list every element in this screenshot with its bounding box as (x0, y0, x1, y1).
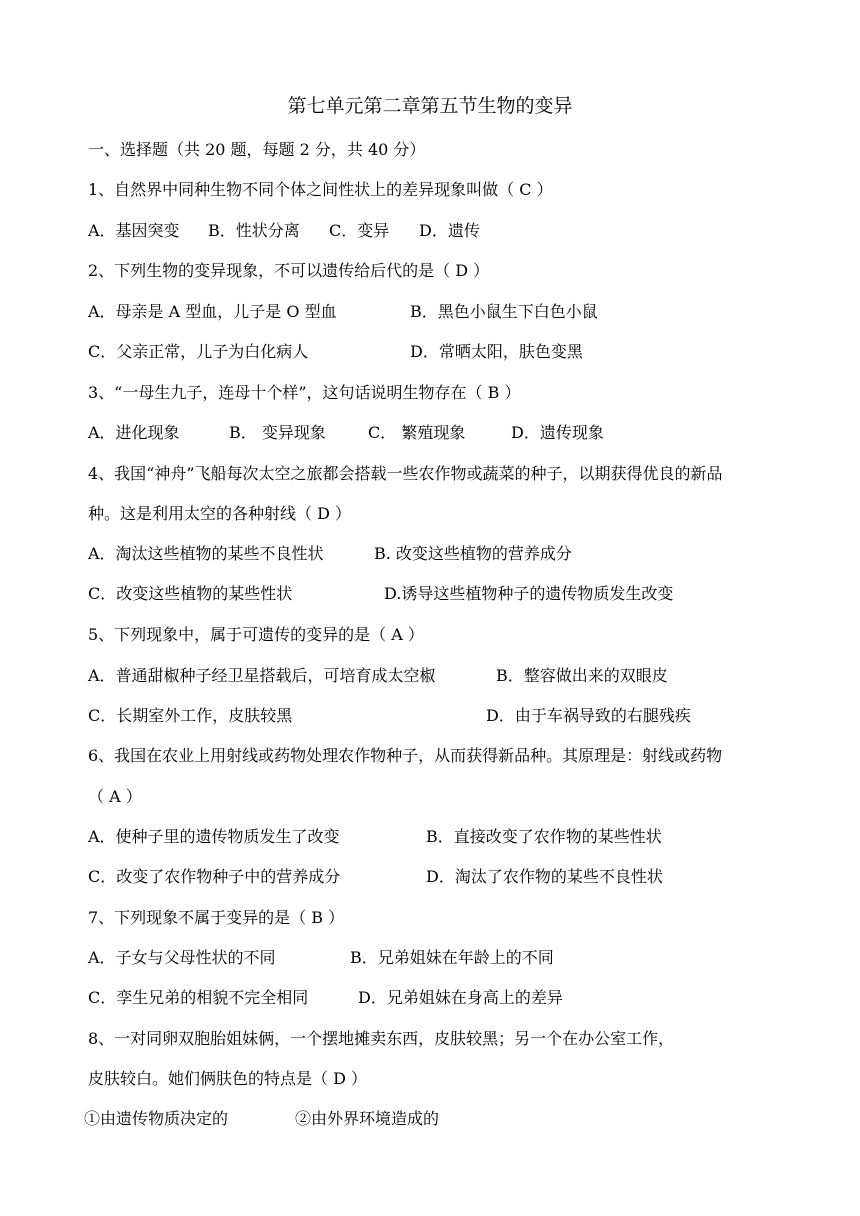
question-5-stem: 5、下列现象中，属于可遗传的变异的是（ A ） (88, 625, 424, 644)
statement-1: ①由遗传物质决定的 (84, 1109, 229, 1128)
option-b: B．直接改变了农作物的某些性状 (426, 827, 662, 846)
question-3-stem: 3、“一母生九子，连母十个样”，这句话说明生物存在（ B ） (88, 383, 521, 402)
option-b: B． 变异现象 (229, 423, 326, 442)
option-a: A．母亲是 A 型血，儿子是 O 型血 (88, 302, 337, 321)
option-a: A．进化现象 (88, 423, 180, 442)
option-d: D.诱导这些植物种子的遗传物质发生改变 (384, 584, 674, 603)
option-d: D．遗传现象 (511, 423, 604, 442)
question-6-stem: 6、我国在农业上用射线或药物处理农作物种子，从而获得新品种。其原理是：射线或药物 (88, 746, 723, 765)
option-a: A．淘汰这些植物的某些不良性状 (88, 544, 324, 563)
page-title: 第七单元第二章第五节生物的变异 (287, 95, 573, 117)
section-heading: 一、选择题（共 20 题，每题 2 分，共 40 分） (88, 140, 426, 159)
question-4-stem-cont: 种。这是利用太空的各种射线（ D ） (88, 504, 352, 523)
option-a: A．基因突变 (88, 221, 180, 240)
option-a: A．普通甜椒种子经卫星搭载后，可培育成太空椒 (88, 666, 436, 685)
option-b: B．兄弟姐妹在年龄上的不同 (350, 948, 554, 967)
option-b: B. 改变这些植物的营养成分 (374, 544, 572, 563)
question-8-stem: 8、一对同卵双胞胎姐妹俩，一个摆地摊卖东西，皮肤较黑；另一个在办公室工作， (88, 1029, 675, 1048)
option-c: C．改变了农作物种子中的营养成分 (88, 867, 341, 886)
option-b: B．性状分离 (208, 221, 300, 240)
option-d: D．常晒太阳，肤色变黑 (410, 342, 583, 361)
option-c: C．孪生兄弟的相貌不完全相同 (88, 988, 309, 1007)
option-d: D．遗传 (419, 221, 480, 240)
option-a: A．使种子里的遗传物质发生了改变 (88, 827, 340, 846)
option-d: D．由于车祸导致的右腿残疾 (486, 706, 691, 725)
statement-2: ②由外界环境造成的 (295, 1109, 440, 1128)
option-c: C． 繁殖现象 (368, 423, 466, 442)
question-6-stem-cont: （ A ） (88, 787, 142, 806)
question-1-stem: 1、自然界中同种生物不同个体之间性状上的差异现象叫做（ C ） (88, 180, 553, 199)
question-4-stem: 4、我国“神舟”飞船每次太空之旅都会搭载一些农作物或蔬菜的种子，以期获得优良的新品 (88, 464, 723, 483)
option-c: C．变异 (329, 221, 390, 240)
option-b: B．整容做出来的双眼皮 (496, 666, 668, 685)
option-b: B．黑色小鼠生下白色小鼠 (410, 302, 598, 321)
option-a: A．子女与父母性状的不同 (88, 948, 276, 967)
option-c: C．父亲正常，儿子为白化病人 (88, 342, 309, 361)
question-2-stem: 2、下列生物的变异现象，不可以遗传给后代的是（ D ） (88, 261, 490, 280)
question-8-stem-cont: 皮肤较白。她们俩肤色的特点是（ D ） (88, 1069, 368, 1088)
option-d: D．兄弟姐妹在身高上的差异 (358, 988, 563, 1007)
question-7-stem: 7、下列现象不属于变异的是（ B ） (88, 908, 345, 927)
option-c: C．长期室外工作，皮肤较黑 (88, 706, 293, 725)
option-d: D．淘汰了农作物的某些不良性状 (426, 867, 663, 886)
option-c: C．改变这些植物的某些性状 (88, 584, 293, 603)
